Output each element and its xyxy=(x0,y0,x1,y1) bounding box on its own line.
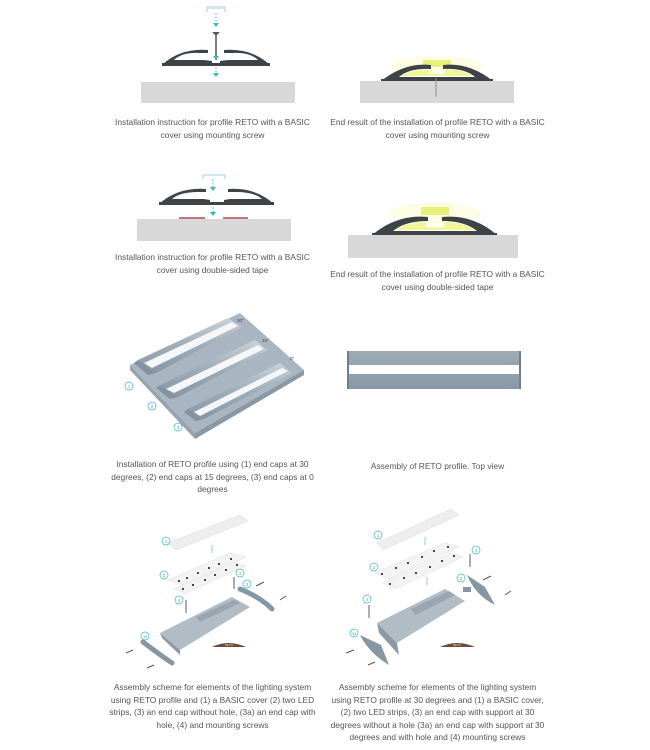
figure-result-tape xyxy=(325,165,550,305)
angle-label-0: 0° xyxy=(290,356,295,361)
marker-3: 3 xyxy=(459,576,463,581)
figure-caption: Installation of RETO profile using (1) end caps at 30 degrees, (2) end caps at 15 degrees, (3) end caps at 0 degrees xyxy=(111,459,314,495)
marker-3: 3 xyxy=(245,582,249,587)
figure-assembly-30-degrees xyxy=(325,505,550,750)
profile-3d-angle-variants-icon xyxy=(100,305,325,445)
figure-top-view xyxy=(325,305,550,480)
exploded-assembly-basic-icon xyxy=(100,505,325,675)
figure-angle-variants xyxy=(100,305,325,500)
marker-1: 1 xyxy=(127,384,131,389)
figure-install-screw xyxy=(100,0,325,150)
marker-1: 1 xyxy=(376,533,380,538)
reto-tag-label: RETO xyxy=(452,643,462,647)
marker-3a: 3a xyxy=(351,631,357,636)
marker-2: 2 xyxy=(162,573,166,578)
marker-3: 3 xyxy=(176,425,180,430)
figure-caption: Installation instruction for profile RETO with a BASIC cover using mounting screw xyxy=(115,117,310,140)
figure-caption: End result of the installation of profile RETO with a BASIC cover using double-sided tape xyxy=(330,269,545,292)
marker-4b: 4 xyxy=(238,571,242,576)
figure-caption: Assembly scheme for elements of the lighting system using RETO profile and (1) a BASIC cover (2) two LED strips, (3) an end cap without hole, (3a) an end cap with hole, (4) and mounting screws xyxy=(109,682,316,730)
profile-cross-section-tape-install-icon xyxy=(100,165,325,245)
angle-label-15: 15° xyxy=(262,338,269,343)
figure-caption: Assembly scheme for elements of the lighting system using RETO profile at 30 degrees and (1) a BASIC cover, (2) two LED strips, (3) an end cap with support at 30 degrees without a hole (3a) an end cap with support at 30 degrees and with hole and (4) mounting screws xyxy=(330,682,545,743)
profile-cross-section-screw-result-icon xyxy=(325,0,550,105)
figure-install-tape xyxy=(100,165,325,300)
marker-2: 2 xyxy=(372,565,376,570)
reto-tag-label: RETO xyxy=(224,643,234,647)
marker-3a: 3a xyxy=(142,634,148,639)
marker-2: 2 xyxy=(150,404,154,409)
figure-caption: Assembly of RETO profile. Top view xyxy=(370,461,505,471)
marker-1: 1 xyxy=(164,539,168,544)
profile-cross-section-tape-result-icon xyxy=(325,165,550,265)
angle-label-30: 30° xyxy=(237,318,244,323)
marker-4: 4 xyxy=(365,597,369,602)
exploded-assembly-30-degrees-icon xyxy=(325,505,550,675)
profile-cross-section-screw-install-icon xyxy=(100,0,325,105)
profile-top-view-icon xyxy=(325,305,550,405)
figure-caption: End result of the installation of profile RETO with a BASIC cover using mounting screw xyxy=(330,117,545,140)
marker-4b: 4 xyxy=(474,548,478,553)
figure-caption: Installation instruction for profile RETO with a BASIC cover using double-sided tape xyxy=(115,252,310,275)
figure-result-screw xyxy=(325,0,550,150)
marker-4: 4 xyxy=(177,598,181,603)
figure-assembly-basic xyxy=(100,505,325,735)
